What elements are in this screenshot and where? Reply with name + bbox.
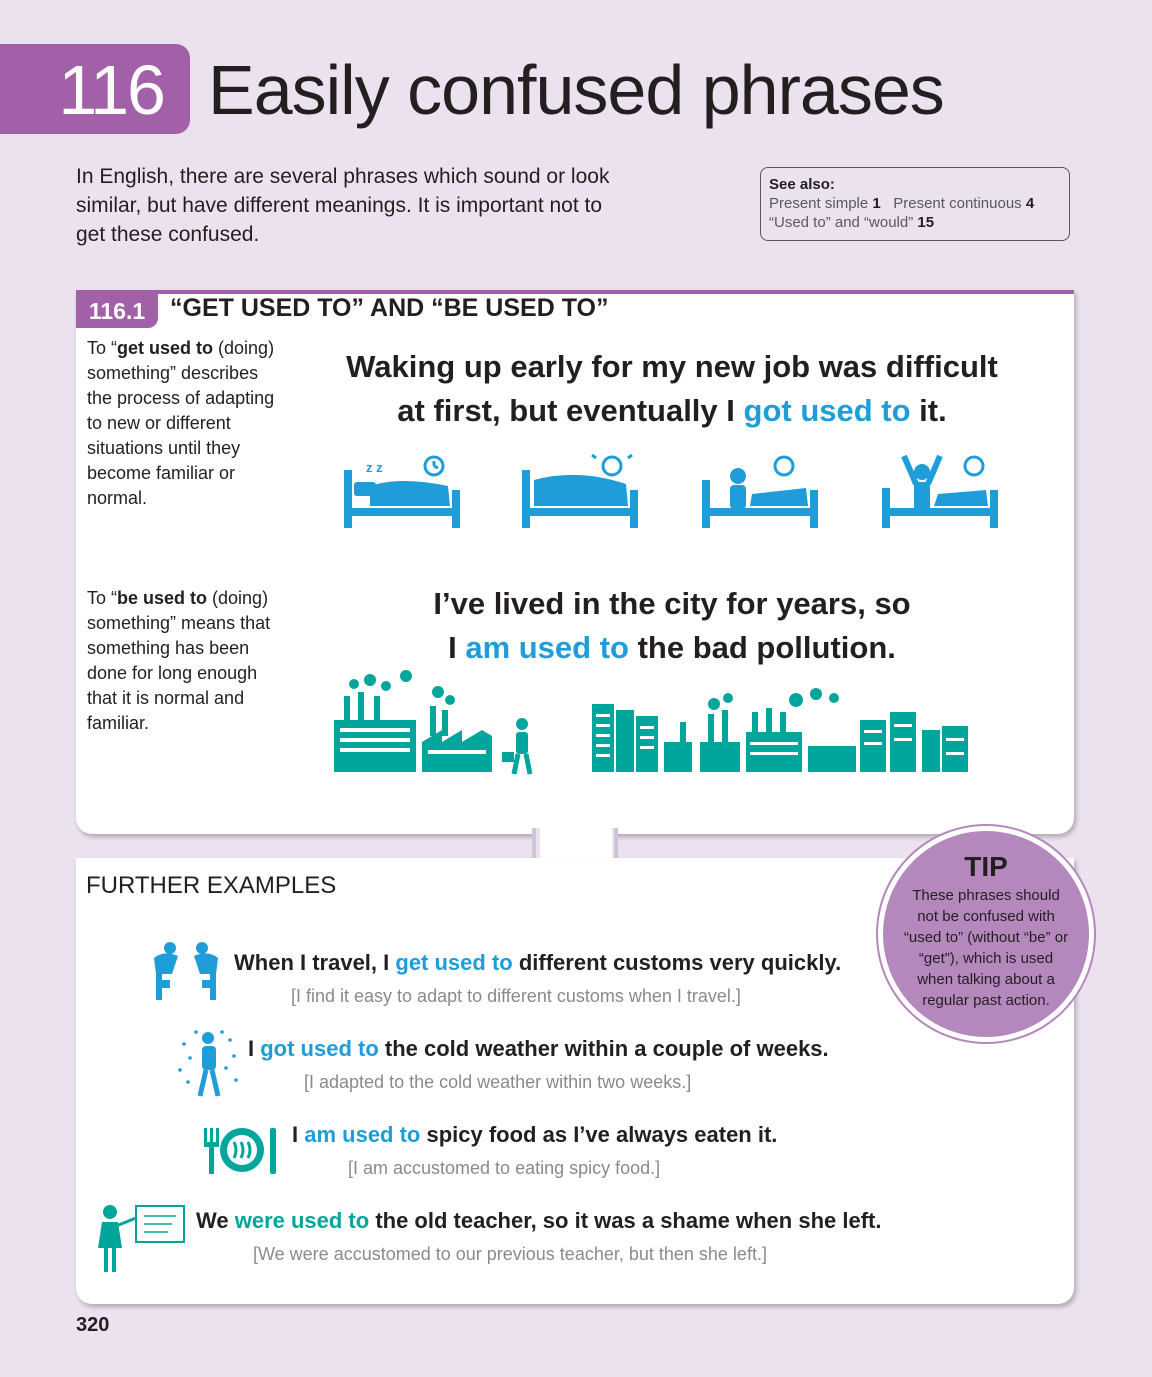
highlight-phrase: got used to [743,393,911,428]
tip-circle [878,826,1094,1042]
city-icon [592,688,968,772]
further-example-2-gloss: [I adapted to the cold weather within two weeks.] [304,1072,692,1092]
bed-icon [702,468,818,528]
snow-walker-icon [176,1028,240,1100]
bed-icon [344,470,460,528]
panel-connector [536,828,616,862]
see-also-box [760,167,1070,241]
bed-icon [522,470,638,528]
example-sentence-be-used-to: I’ve lived in the city for years, so I am used to the bad pollution. [433,586,911,665]
page-number: 320 [76,1314,110,1336]
section-number-badge: 116.1 [76,292,158,328]
tip-heading: TIP [964,851,1008,882]
further-example-3-gloss: [I am accustomed to eating spicy food.] [348,1158,661,1178]
further-example-3: I am used to spicy food as I’ve always eaten it. [292,1122,778,1147]
see-also-link-present-continuous[interactable]: Present continuous 4 [893,195,1035,212]
plate-fork-knife-icon [200,1124,280,1176]
page-title: Easily confused phrases [208,51,944,129]
further-examples-title: FURTHER EXAMPLES [86,872,337,899]
intro-text: In English, there are several phrases which sound or look similar, but have different meanings. It is important not to get these confused. [76,165,610,246]
travelers-bowing-icon [148,940,224,1002]
see-also-link-used-to-would[interactable]: “Used to” and “would” 15 [769,214,935,231]
further-example-1-gloss: [I find it easy to adapt to different customs when I travel.] [291,986,741,1006]
definition-get-used-to: To “get used to (doing) something” describes the process of adapting to new or different situations until they become familiar or normal. [87,338,275,508]
sleep-zz-icon: z z [366,460,383,475]
example-sentence-get-used-to: Waking up early for my new job was difficult at first, but eventually I got used to it. [346,349,998,428]
connector-edge-left [532,828,536,862]
person-with-bag-icon [502,718,530,774]
further-example-2: I got used to the cold weather within a couple of weeks. [248,1036,829,1061]
factory-icon [334,670,492,772]
unit-number: 116 [58,51,164,129]
tip-body: These phrases should not be confused with “used to” (without “be” or “get”), which is used when talking about a regular past action. [903,887,1069,1009]
teacher-board-icon [96,1200,188,1274]
alarm-clock-icon [775,457,793,475]
alarm-clock-icon [965,457,983,475]
connector-edge-right [614,828,618,862]
section-title: “GET USED TO” AND “BE USED TO” [170,294,609,322]
definition-be-used-to: To “be used to (doing) something” means that something has been done for long enough that it is normal and familiar. [87,588,271,733]
alarm-clock-icon [592,455,632,475]
city-pollution-illustration [330,670,980,782]
alarm-clock-icon [425,457,443,475]
see-also-heading: See also: [769,176,835,193]
further-example-4-gloss: [We were accustomed to our previous teacher, but then she left.] [253,1244,767,1264]
further-example-1: When I travel, I get used to different customs very quickly. [234,950,842,975]
bed-icon [882,456,998,528]
waking-up-illustration [330,452,1020,536]
further-example-4: We were used to the old teacher, so it was a shame when she left. [196,1208,882,1233]
unit-number-badge [0,44,190,134]
see-also-link-present-simple[interactable]: Present simple 1 [769,195,881,212]
highlight-phrase: am used to [465,630,629,665]
